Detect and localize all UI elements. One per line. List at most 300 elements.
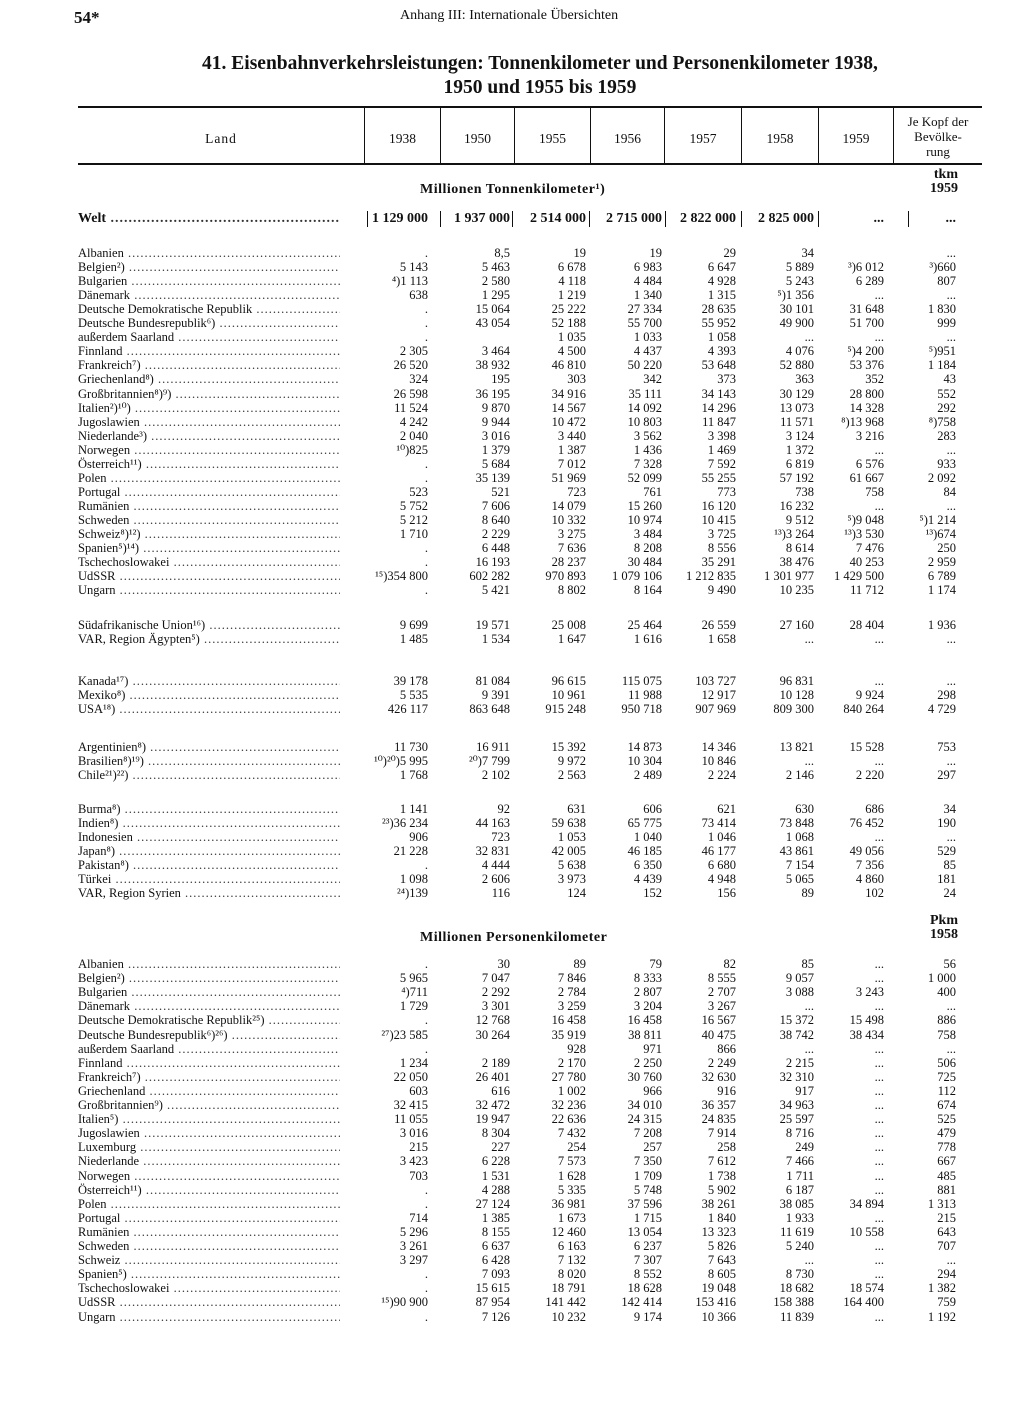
cell-1956: 18 628 (627, 1281, 662, 1295)
cell-1957: 773 (717, 485, 736, 499)
cell-1938: . (424, 246, 428, 260)
table-row (78, 443, 984, 457)
cell-1955: 12 460 (551, 1225, 586, 1239)
cell-1955: 2 784 (557, 985, 586, 999)
cell-1959: ... (874, 1239, 884, 1253)
cell-1956: 50 220 (627, 358, 662, 372)
cell-1956: 342 (643, 372, 662, 386)
table-row (78, 302, 984, 316)
running-title: Anhang III: Internationale Übersichten (400, 8, 619, 23)
cell-per-head: 525 (937, 1112, 956, 1126)
cell-land: Jugoslawien ..... (78, 1126, 340, 1140)
cell-1956: 1 033 (633, 330, 662, 344)
cell-1957: 6 647 (707, 260, 736, 274)
cell-land: Indonesien ..... (78, 830, 340, 844)
table-row (78, 985, 984, 999)
cell-1958: 9 057 (785, 971, 814, 985)
cell-1938: ¹⁵)90 900 (381, 1295, 428, 1309)
cell-1957: 3 725 (707, 527, 736, 541)
cell-land: Österreich¹¹) ..... (78, 1183, 340, 1197)
cell-1959: ¹³)3 530 (844, 527, 884, 541)
cell-1956: 7 350 (633, 1154, 662, 1168)
cell-land: Deutsche Bundesrepublik⁶) ..... (78, 316, 340, 330)
col-header-1958: 1958 (766, 131, 794, 146)
table-row (78, 1028, 984, 1042)
cell-1957: 28 635 (701, 302, 736, 316)
table-row (78, 372, 984, 386)
cell-1959: 49 056 (849, 844, 884, 858)
cell-1955: 3 259 (557, 999, 586, 1013)
cell-per-head: ¹³)674 (925, 527, 956, 541)
cell-1955: 3 440 (557, 429, 586, 443)
cell-1957: 14 346 (701, 740, 736, 754)
cell-per-head: 529 (937, 844, 956, 858)
cell-per-head: 56 (943, 957, 956, 971)
cell-land: Dänemark ..... (78, 288, 340, 302)
cell-1938: 11 055 (394, 1112, 428, 1126)
cell-1938: . (424, 1197, 428, 1211)
cell-1958: 1 711 (786, 1169, 814, 1183)
cell-1959: 40 253 (849, 555, 884, 569)
cell-1956: 15 260 (627, 499, 662, 513)
cell-1956: 52 099 (627, 471, 662, 485)
cell-1956: 606 (643, 802, 662, 816)
cell-1959: ... (874, 1056, 884, 1070)
table-row (78, 1225, 984, 1239)
cell-1956: 1 616 (633, 632, 662, 646)
cell-1938: 906 (409, 830, 428, 844)
cell-1959: 3 216 (855, 429, 884, 443)
cell-land: Polen ..... (78, 471, 340, 485)
cell-land: Spanien⁵)¹⁴) ..... (78, 541, 340, 555)
cell-1957: 35 291 (701, 555, 736, 569)
cell-land: UdSSR ..... (78, 569, 340, 583)
cell-land: Portugal ..... (78, 485, 340, 499)
cell-1955: 34 916 (551, 387, 586, 401)
cell-1959: ... (874, 1169, 884, 1183)
cell-1956: 11 988 (628, 688, 662, 702)
cell-1938: . (424, 583, 428, 597)
cell-1956: 3 562 (633, 429, 662, 443)
cell-per-head: ⁸)758 (928, 415, 956, 429)
cell-1959: ... (874, 1267, 884, 1281)
cell-land: Schweiz ..... (78, 1253, 340, 1267)
cell-per-head: 298 (937, 688, 956, 702)
cell-1957: 10 846 (701, 754, 736, 768)
cell-land: Österreich¹¹) ..... (78, 457, 340, 471)
unit-pkm: Pkm (930, 913, 958, 928)
cell-1955: 27 780 (551, 1070, 586, 1084)
cell-1958: 96 831 (779, 674, 814, 688)
cell-per-head: ... (946, 1042, 956, 1056)
cell-1955: 89 (573, 957, 586, 971)
cell-1938: . (424, 457, 428, 471)
cell-1950: 2 229 (481, 527, 510, 541)
cell-1957: 7 643 (707, 1253, 736, 1267)
cell-1956: 1 079 106 (612, 569, 662, 583)
cell-1938: . (424, 316, 428, 330)
cell-1958: 363 (795, 372, 814, 386)
cell-1938: ⁴)1 113 (391, 274, 428, 288)
cell-1938: 1 234 (399, 1056, 428, 1070)
cell-1938: 22 050 (393, 1070, 428, 1084)
table-row (78, 1239, 984, 1253)
cell-1959: 76 452 (849, 816, 884, 830)
cell-per-head: ... (946, 632, 956, 646)
cell-1955: 9 972 (557, 754, 586, 768)
page-number: 54* (74, 8, 100, 27)
cell-1956: 10 974 (627, 513, 662, 527)
cell-per-head: 190 (937, 816, 956, 830)
cell-1956: 7 307 (633, 1253, 662, 1267)
cell-land: Italien²)¹⁰) ..... (78, 401, 340, 415)
cell-per-head: 807 (937, 274, 956, 288)
table-row (78, 401, 984, 415)
cell-land: Chile²¹)²²) ..... (78, 768, 340, 782)
cell-1958: 1 933 (785, 1211, 814, 1225)
cell-1938: 4 242 (399, 415, 428, 429)
cell-1955: 2 514 000 (530, 211, 586, 226)
cell-1950: 602 282 (469, 569, 510, 583)
table-row (78, 754, 984, 768)
cell-1950: 43 054 (475, 316, 510, 330)
cell-land: Luxemburg ..... (78, 1140, 340, 1154)
table-row (78, 1084, 984, 1098)
cell-1956: 3 204 (633, 999, 662, 1013)
cell-1959: 34 894 (849, 1197, 884, 1211)
cell-per-head: 4 729 (927, 702, 956, 716)
cell-1958: 13 073 (779, 401, 814, 415)
cell-1957: 13 323 (701, 1225, 736, 1239)
cell-1938: . (424, 957, 428, 971)
cell-1957: 258 (717, 1140, 736, 1154)
cell-1955: 7 132 (557, 1253, 586, 1267)
cell-1957: 907 969 (695, 702, 736, 716)
table-row (78, 527, 984, 541)
cell-1938: ²⁷)23 585 (381, 1028, 428, 1042)
cell-1938: 5 752 (399, 499, 428, 513)
cell-per-head: 400 (937, 985, 956, 999)
cell-1955: 6 678 (557, 260, 586, 274)
cell-1957: 53 648 (701, 358, 736, 372)
cell-1957: 19 048 (701, 1281, 736, 1295)
cell-1958: 158 388 (773, 1295, 814, 1309)
cell-1958: 10 235 (779, 583, 814, 597)
cell-1955: 51 969 (551, 471, 586, 485)
cell-1950: 1 385 (481, 1211, 510, 1225)
cell-1955: 5 335 (557, 1183, 586, 1197)
unit-year-1958: 1958 (930, 927, 958, 942)
table-row (78, 1042, 984, 1056)
cell-1955: 35 919 (551, 1028, 586, 1042)
cell-1950: 44 163 (475, 816, 510, 830)
cell-1938: ¹⁵)354 800 (375, 569, 428, 583)
cell-1950: 1 531 (481, 1169, 510, 1183)
cell-per-head: 1 313 (927, 1197, 956, 1211)
cell-1938: . (424, 1281, 428, 1295)
cell-per-head: ... (946, 674, 956, 688)
cell-land: Schweden ..... (78, 1239, 340, 1253)
cell-1959: 2 220 (855, 768, 884, 782)
table-row (78, 513, 984, 527)
cell-land: Frankreich⁷) ..... (78, 358, 340, 372)
cell-per-head: 297 (937, 768, 956, 782)
cell-per-head: ⁵)1 214 (919, 513, 956, 527)
welt-divider-1 (367, 211, 368, 227)
cell-1938: 3 261 (399, 1239, 428, 1253)
cell-per-head: 2 959 (927, 555, 956, 569)
cell-land: Norwegen ..... (78, 443, 340, 457)
cell-1958: 738 (795, 485, 814, 499)
cell-1958: 38 742 (779, 1028, 814, 1042)
cell-1956: 35 111 (628, 387, 662, 401)
cell-per-head: ... (946, 330, 956, 344)
cell-1955: 96 615 (551, 674, 586, 688)
cell-1938: 1 141 (399, 802, 428, 816)
cell-1950: 35 139 (475, 471, 510, 485)
cell-1938: . (424, 1013, 428, 1027)
cell-1958: 38 085 (779, 1197, 814, 1211)
cell-1957: 621 (717, 802, 736, 816)
section-heading-personen: Millionen Personenkilometer (420, 930, 608, 945)
table-row (78, 1310, 984, 1324)
cell-1938: 1 729 (399, 999, 428, 1013)
cell-1950: 6 228 (481, 1154, 510, 1168)
cell-1938: . (424, 555, 428, 569)
cell-1957: 10 366 (701, 1310, 736, 1324)
cell-1957: 10 415 (701, 513, 736, 527)
cell-1938: ²³)36 234 (381, 816, 428, 830)
cell-1959: 4 860 (855, 872, 884, 886)
cell-land: Kanada¹⁷) ..... (78, 674, 340, 688)
cell-per-head: 552 (937, 387, 956, 401)
cell-1958: 34 (801, 246, 814, 260)
cell-1959: ... (874, 1042, 884, 1056)
table-row (78, 1281, 984, 1295)
cell-1956: 46 185 (627, 844, 662, 858)
unit-tkm: tkm (933, 167, 958, 182)
cell-1938: 21 228 (393, 844, 428, 858)
table-row (78, 1211, 984, 1225)
cell-1955: 1 628 (557, 1169, 586, 1183)
table-row (78, 569, 984, 583)
cell-1950: 195 (491, 372, 510, 386)
cell-1956: 37 596 (627, 1197, 662, 1211)
cell-per-head: 758 (937, 1028, 956, 1042)
cell-land: Griechenland ..... (78, 1084, 340, 1098)
cell-1958: 73 848 (779, 816, 814, 830)
cell-1956: 971 (643, 1042, 662, 1056)
cell-1959: ... (874, 443, 884, 457)
cell-1958: 1 301 977 (764, 569, 814, 583)
cell-land: Ungarn ..... (78, 583, 340, 597)
cell-land: außerdem Saarland ..... (78, 1042, 340, 1056)
cell-1950: 15 064 (475, 302, 510, 316)
cell-1955: 10 961 (551, 688, 586, 702)
welt-divider-3 (512, 211, 513, 227)
cell-1957: 29 (723, 246, 736, 260)
cell-1950: 36 195 (475, 387, 510, 401)
table-row (78, 415, 984, 429)
cell-1957: 916 (717, 1084, 736, 1098)
table-row (78, 830, 984, 844)
table-row (78, 957, 984, 971)
cell-land: Burma⁸) ..... (78, 802, 340, 816)
cell-1955: 7 636 (557, 541, 586, 555)
cell-1958: ... (804, 754, 814, 768)
cell-land: Norwegen ..... (78, 1169, 340, 1183)
cell-land: Großbritannien⁸)⁹) ..... (78, 387, 340, 401)
cell-per-head: 759 (937, 1295, 956, 1309)
table-row (78, 688, 984, 702)
cell-1938: 32 415 (393, 1098, 428, 1112)
cell-per-head: ... (946, 999, 956, 1013)
cell-1959: ... (874, 1154, 884, 1168)
cell-1957: 11 847 (702, 415, 736, 429)
cell-1955: 915 248 (545, 702, 586, 716)
cell-land: Tschechoslowakei ..... (78, 1281, 340, 1295)
cell-per-head: 886 (937, 1013, 956, 1027)
cell-1959: ⁵)4 200 (847, 344, 884, 358)
cell-land: Welt ..... (78, 211, 340, 227)
cell-1950: 81 084 (475, 674, 510, 688)
cell-1958: 4 076 (785, 344, 814, 358)
cell-1955: 19 (573, 246, 586, 260)
cell-1955: 25 222 (551, 302, 586, 316)
cell-1938: 5 535 (399, 688, 428, 702)
cell-1956: 6 350 (633, 858, 662, 872)
cell-1957: 1 840 (707, 1211, 736, 1225)
table-row (78, 1098, 984, 1112)
cell-1959: ... (874, 971, 884, 985)
cell-land: Albanien ..... (78, 246, 340, 260)
cell-1958: 5 065 (785, 872, 814, 886)
table-row (78, 1013, 984, 1027)
cell-1950: 3 301 (481, 999, 510, 1013)
cell-land: Schweiz⁸)¹²) ..... (78, 527, 340, 541)
table-row (78, 702, 984, 716)
cell-1950: 30 264 (475, 1028, 510, 1042)
cell-per-head: 753 (937, 740, 956, 754)
cell-1957: 2 822 000 (680, 211, 736, 226)
cell-per-head: 881 (937, 1183, 956, 1197)
cell-1938: 1 768 (399, 768, 428, 782)
cell-1955: 42 005 (551, 844, 586, 858)
cell-1958: ¹³)3 264 (774, 527, 814, 541)
cell-1959: ... (874, 1070, 884, 1084)
cell-1938: . (424, 1267, 428, 1281)
cell-1957: 1 469 (707, 443, 736, 457)
cell-1938: 1 129 000 (372, 211, 428, 226)
cell-per-head: 6 789 (927, 569, 956, 583)
cell-per-head: 84 (943, 485, 956, 499)
cell-1958: 11 619 (780, 1225, 814, 1239)
cell-per-head: ... (946, 443, 956, 457)
cell-per-head: ... (946, 830, 956, 844)
cell-1958: ... (804, 999, 814, 1013)
cell-1958: 27 160 (779, 618, 814, 632)
table-row (78, 330, 984, 344)
cell-1950: 7 093 (481, 1267, 510, 1281)
cell-per-head: 215 (937, 1211, 956, 1225)
cell-1955: 10 472 (551, 415, 586, 429)
cell-1957: 36 357 (701, 1098, 736, 1112)
cell-1957: 1 058 (707, 330, 736, 344)
cell-1950: 1 534 (481, 632, 510, 646)
table-row (78, 471, 984, 485)
cell-land: Argentinien⁸) ..... (78, 740, 340, 754)
table-row (78, 429, 984, 443)
cell-1956: 10 304 (627, 754, 662, 768)
cell-1959: 6 289 (855, 274, 884, 288)
cell-1938: . (424, 471, 428, 485)
cell-1938: 1 710 (399, 527, 428, 541)
cell-1955: 16 458 (551, 1013, 586, 1027)
cell-1958: 25 597 (779, 1112, 814, 1126)
cell-land: Schweden ..... (78, 513, 340, 527)
cell-1959: 7 476 (855, 541, 884, 555)
cell-1958: 43 861 (779, 844, 814, 858)
cell-1958: 5 889 (785, 260, 814, 274)
cell-land: Indien⁸) ..... (78, 816, 340, 830)
cell-land: Deutsche Bundesrepublik⁶)²⁶) ..... (78, 1028, 340, 1042)
cell-1958: 85 (801, 957, 814, 971)
per-head-line-3: rung (926, 144, 950, 159)
welt-divider-8 (908, 211, 909, 227)
cell-1950: 8,5 (494, 246, 510, 260)
cell-land: Italien⁵) ..... (78, 1112, 340, 1126)
cell-1958: 30 129 (779, 387, 814, 401)
cell-1956: 5 748 (633, 1183, 662, 1197)
cell-1950: 8 155 (481, 1225, 510, 1239)
cell-land: Mexiko⁸) ..... (78, 688, 340, 702)
cell-1959: ⁵)9 048 (847, 513, 884, 527)
cell-land: Polen ..... (78, 1197, 340, 1211)
cell-1955: 1 053 (557, 830, 586, 844)
cell-land: Albanien ..... (78, 957, 340, 971)
cell-1950: 5 684 (481, 457, 510, 471)
cell-1955: 8 020 (557, 1267, 586, 1281)
cell-1959: 352 (865, 372, 884, 386)
table-row (78, 1070, 984, 1084)
cell-1959: ... (873, 211, 884, 226)
cell-1950: 9 391 (481, 688, 510, 702)
table-row (78, 1183, 984, 1197)
cell-1955: 18 791 (551, 1281, 586, 1295)
cell-per-head: 1 192 (927, 1310, 956, 1324)
cell-1956: 966 (643, 1084, 662, 1098)
cell-1957: 14 296 (701, 401, 736, 415)
cell-1938: 215 (409, 1140, 428, 1154)
cell-1957: 866 (717, 1042, 736, 1056)
cell-land: Deutsche Demokratische Republik ..... (78, 302, 340, 316)
welt-divider-2 (440, 211, 441, 227)
cell-per-head: 707 (937, 1239, 956, 1253)
cell-1959: ⁸)13 968 (841, 415, 884, 429)
cell-land: Brasilien⁸)¹⁹) ..... (78, 754, 340, 768)
cell-1958: 2 146 (785, 768, 814, 782)
cell-1938: 603 (409, 1084, 428, 1098)
table-row (78, 816, 984, 830)
cell-1958: ⁵)1 356 (777, 288, 814, 302)
cell-1959: ... (874, 1098, 884, 1112)
cell-1956: 30 484 (627, 555, 662, 569)
cell-1956: 24 315 (627, 1112, 662, 1126)
cell-1958: 2 825 000 (758, 211, 814, 226)
cell-1955: 5 638 (557, 858, 586, 872)
cell-1950: 723 (491, 830, 510, 844)
cell-1957: 1 738 (707, 1169, 736, 1183)
